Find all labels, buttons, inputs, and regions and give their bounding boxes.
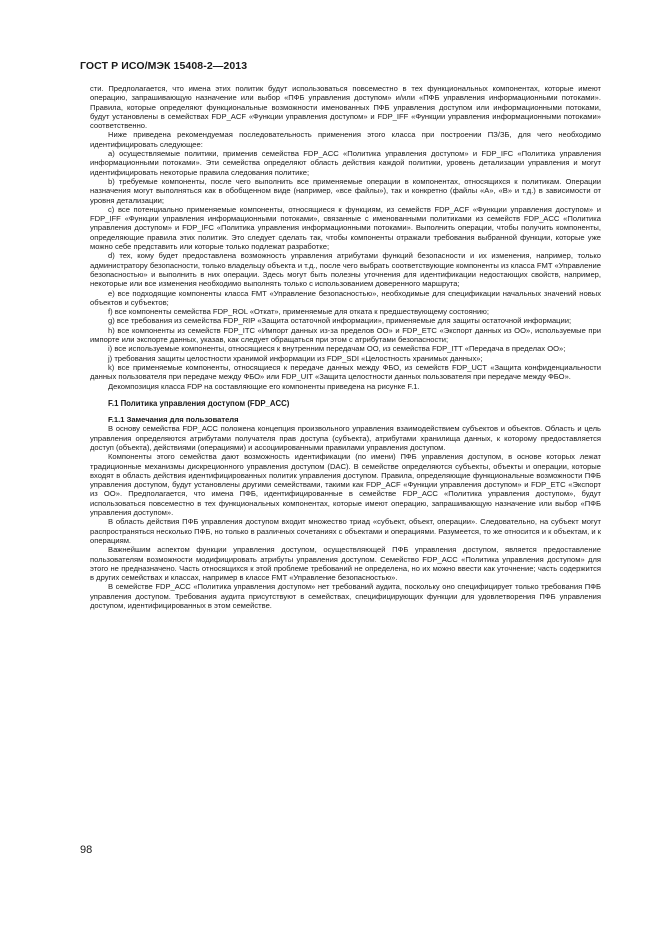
body-text [90, 84, 601, 610]
list-item-c: с) все потенциально применяемые компоненты, относящиеся к функциям, из семейств FDP_ACF «Функции управления доступом» и FDP_IFF «Функции управления информационными потоками», связанные с именованными политиками из семейств FDP_ACC «Политика управления доступом» и FDP_IFC «Политика управления информационными потоками». Выполнить операции, чтобы получить компоненты, определяющие правила этих политик. Это следует сделать так, чтобы компоненты отражали требования выбранной функции, которые уже можно себе представить или которые только подлежат разработке; [90, 204, 601, 252]
list-item-b: b) требуемые компоненты, после чего выполнить все применяемые операции в компонентах, относящихся к политикам. Операции назначения могут выполняться как в обобщенном виде (например, «все файлы»), так и конкретно (файлы «А», «В» и т.д.) в зависимости от уровня детализации; [90, 176, 601, 205]
list-item-j: j) требования защиты целостности хранимой информации из FDP_SDI «Целостность хранимых данных»; [108, 353, 483, 363]
page-number: 98 [80, 844, 93, 856]
section-heading: F.1 Политика управления доступом (FDP_ACC) [108, 398, 290, 408]
paragraph: В семействе FDP_ACC «Политика управления доступом» нет требований аудита, поскольку оно специфицирует только требования ПФБ управления доступом. Требования аудита присутствуют в семействах, специфицирующих функции для удовлетворения ПФБ управления доступом, идентифицированных в этом семействе. [90, 582, 601, 611]
paragraph: В область действия ПФБ управления доступом входит множество триад «субъект, объект, операции». Следовательно, на субъект могут распространяться несколько ПФБ, но только в различных сочетаниях с объектами и операциями. Разумеется, то же относится и к объектам, и к операциям. [90, 517, 601, 545]
standard-header: ГОСТ Р ИСО/МЭК 15408-2—2013 [80, 60, 248, 72]
paragraph: Компоненты этого семейства дают возможность идентификации (по имени) ПФБ управления доступом, в основе которых лежат традиционные механизмы дискреционного управления доступом (DAC). В семействе определяются субъекты, объекты и операции, которые входят в область действия идентифицированных политик управления доступом. Правила, определяющие функциональные возможности ПФБ управления доступом, будут установлены другими семействами, такими как FDP_ACF «Функции управления доступом» и FDP_ETC «Экспорт из ОО». Предполагается, что имена ПФБ, идентифицированные в семействе FDP_ACC «Политика управления доступом», будут использоваться повсеместно в тех функциональных компонентах, которые имеют операцию, запрашивающую назначение или выбор «ПФБ управления доступом». [90, 452, 601, 518]
paragraph: Декомпозиция класса FDP на составляющие его компоненты приведена на рисунке F.1. [108, 381, 420, 391]
list-item-k: k) все применяемые компоненты, относящиеся к передаче данных между ФБО, из семейств FDP_UCT «Защита конфиденциальности данных пользователя при передаче между ФБО» или FDP_UIT «Защита целостности данных пользователя при передаче между ФБО». [90, 362, 601, 382]
paragraph: сти. Предполагается, что имена этих политик будут использоваться повсеместно в тех функциональных компонентах, которые имеют операцию, запрашивающую назначение или выбор «ПФБ управления доступом» и/или «ПФБ управления информационными потоками». Правила, которые определяют функциональные возможности именованных ПФБ управления доступом или информационными потоками, будут установлены в семействах FDP_ACF «Функции управления доступом» и FDP_IFF «Функции управления информационными потоками» соответственно. [90, 84, 601, 131]
subsection-heading: F.1.1 Замечания для пользователя [108, 415, 239, 425]
list-item-h: h) все компоненты из семейств FDP_ITC «Импорт данных из-за пределов ОО» и FDP_ETC «Экспорт данных из ОО», используемые при импорте или экспорте данных, указав, как следует обращаться при этом с атрибутами безопасности; [90, 325, 601, 345]
list-item-i: i) все используемые компоненты, относящиеся к внутренним передачам ОО, из семейства FDP_ITT «Передача в пределах ОО»; [108, 344, 566, 354]
paragraph: Важнейшим аспектом функции управления доступом, осуществляющей ПФБ управления доступом, является предоставление пользователям возможности модифицировать атрибуты управления доступом. Семейство FDP_ACC «Политика управления доступом» для этого не предназначено. Часть относящихся к этой проблеме требований не определена, но их можно ввести как уточнение; часть содержится в других семействах и классах, например в классе FMT «Управление безопасностью». [90, 545, 601, 583]
paragraph: Ниже приведена рекомендуемая последовательность применения этого класса при построении ПЗ/ЗБ, для чего необходимо идентифицировать следующее: [90, 130, 601, 149]
list-item-e: е) все подходящие компоненты класса FMT «Управление безопасностью», необходимые для спецификации начальных значений новых объектов и субъектов; [90, 288, 601, 307]
list-item-g: g) все требования из семейства FDP_RIP «Защита остаточной информации», применяемые для защиты остаточной информации; [108, 316, 572, 326]
list-item-a: а) осуществляемые политики, применив семейства FDP_ACC «Политика управления доступом» и FDP_IFC «Политика управления информационными потоками». Эти семейства определяют область действия каждой политики, уровень детализации управления и могут идентифицировать некоторые правила следования политике; [90, 149, 601, 177]
paragraph: В основу семейства FDP_ACC положена концепция произвольного управления взаимодействием субъектов и объектов. Область и цель управления определяются атрибутами получателя прав доступа (субъекта), атрибутами хранилища данных, к которому предоставляется доступ (объекта), действиями (операциями) и ассоциированными правилами управления доступом. [90, 424, 601, 452]
list-item-d: d) тех, кому будет предоставлена возможность управления атрибутами функций безопасности и их изменения, например, только администратору безопасности, только владельцу объекта и т.д., после чего выбрать соответствующие компоненты из класса FMT «Управление безопасностью» и выполнить в них операции. Здесь могут быть полезны уточнения для идентификации недостающих свойств, например, некоторые или все изменения необходимо выполнять только с использованием доверенного маршрута; [90, 251, 601, 289]
list-item-f: f) все компоненты семейства FDP_ROL «Откат», применяемые для отката к предшествующему состоянию; [108, 307, 489, 317]
